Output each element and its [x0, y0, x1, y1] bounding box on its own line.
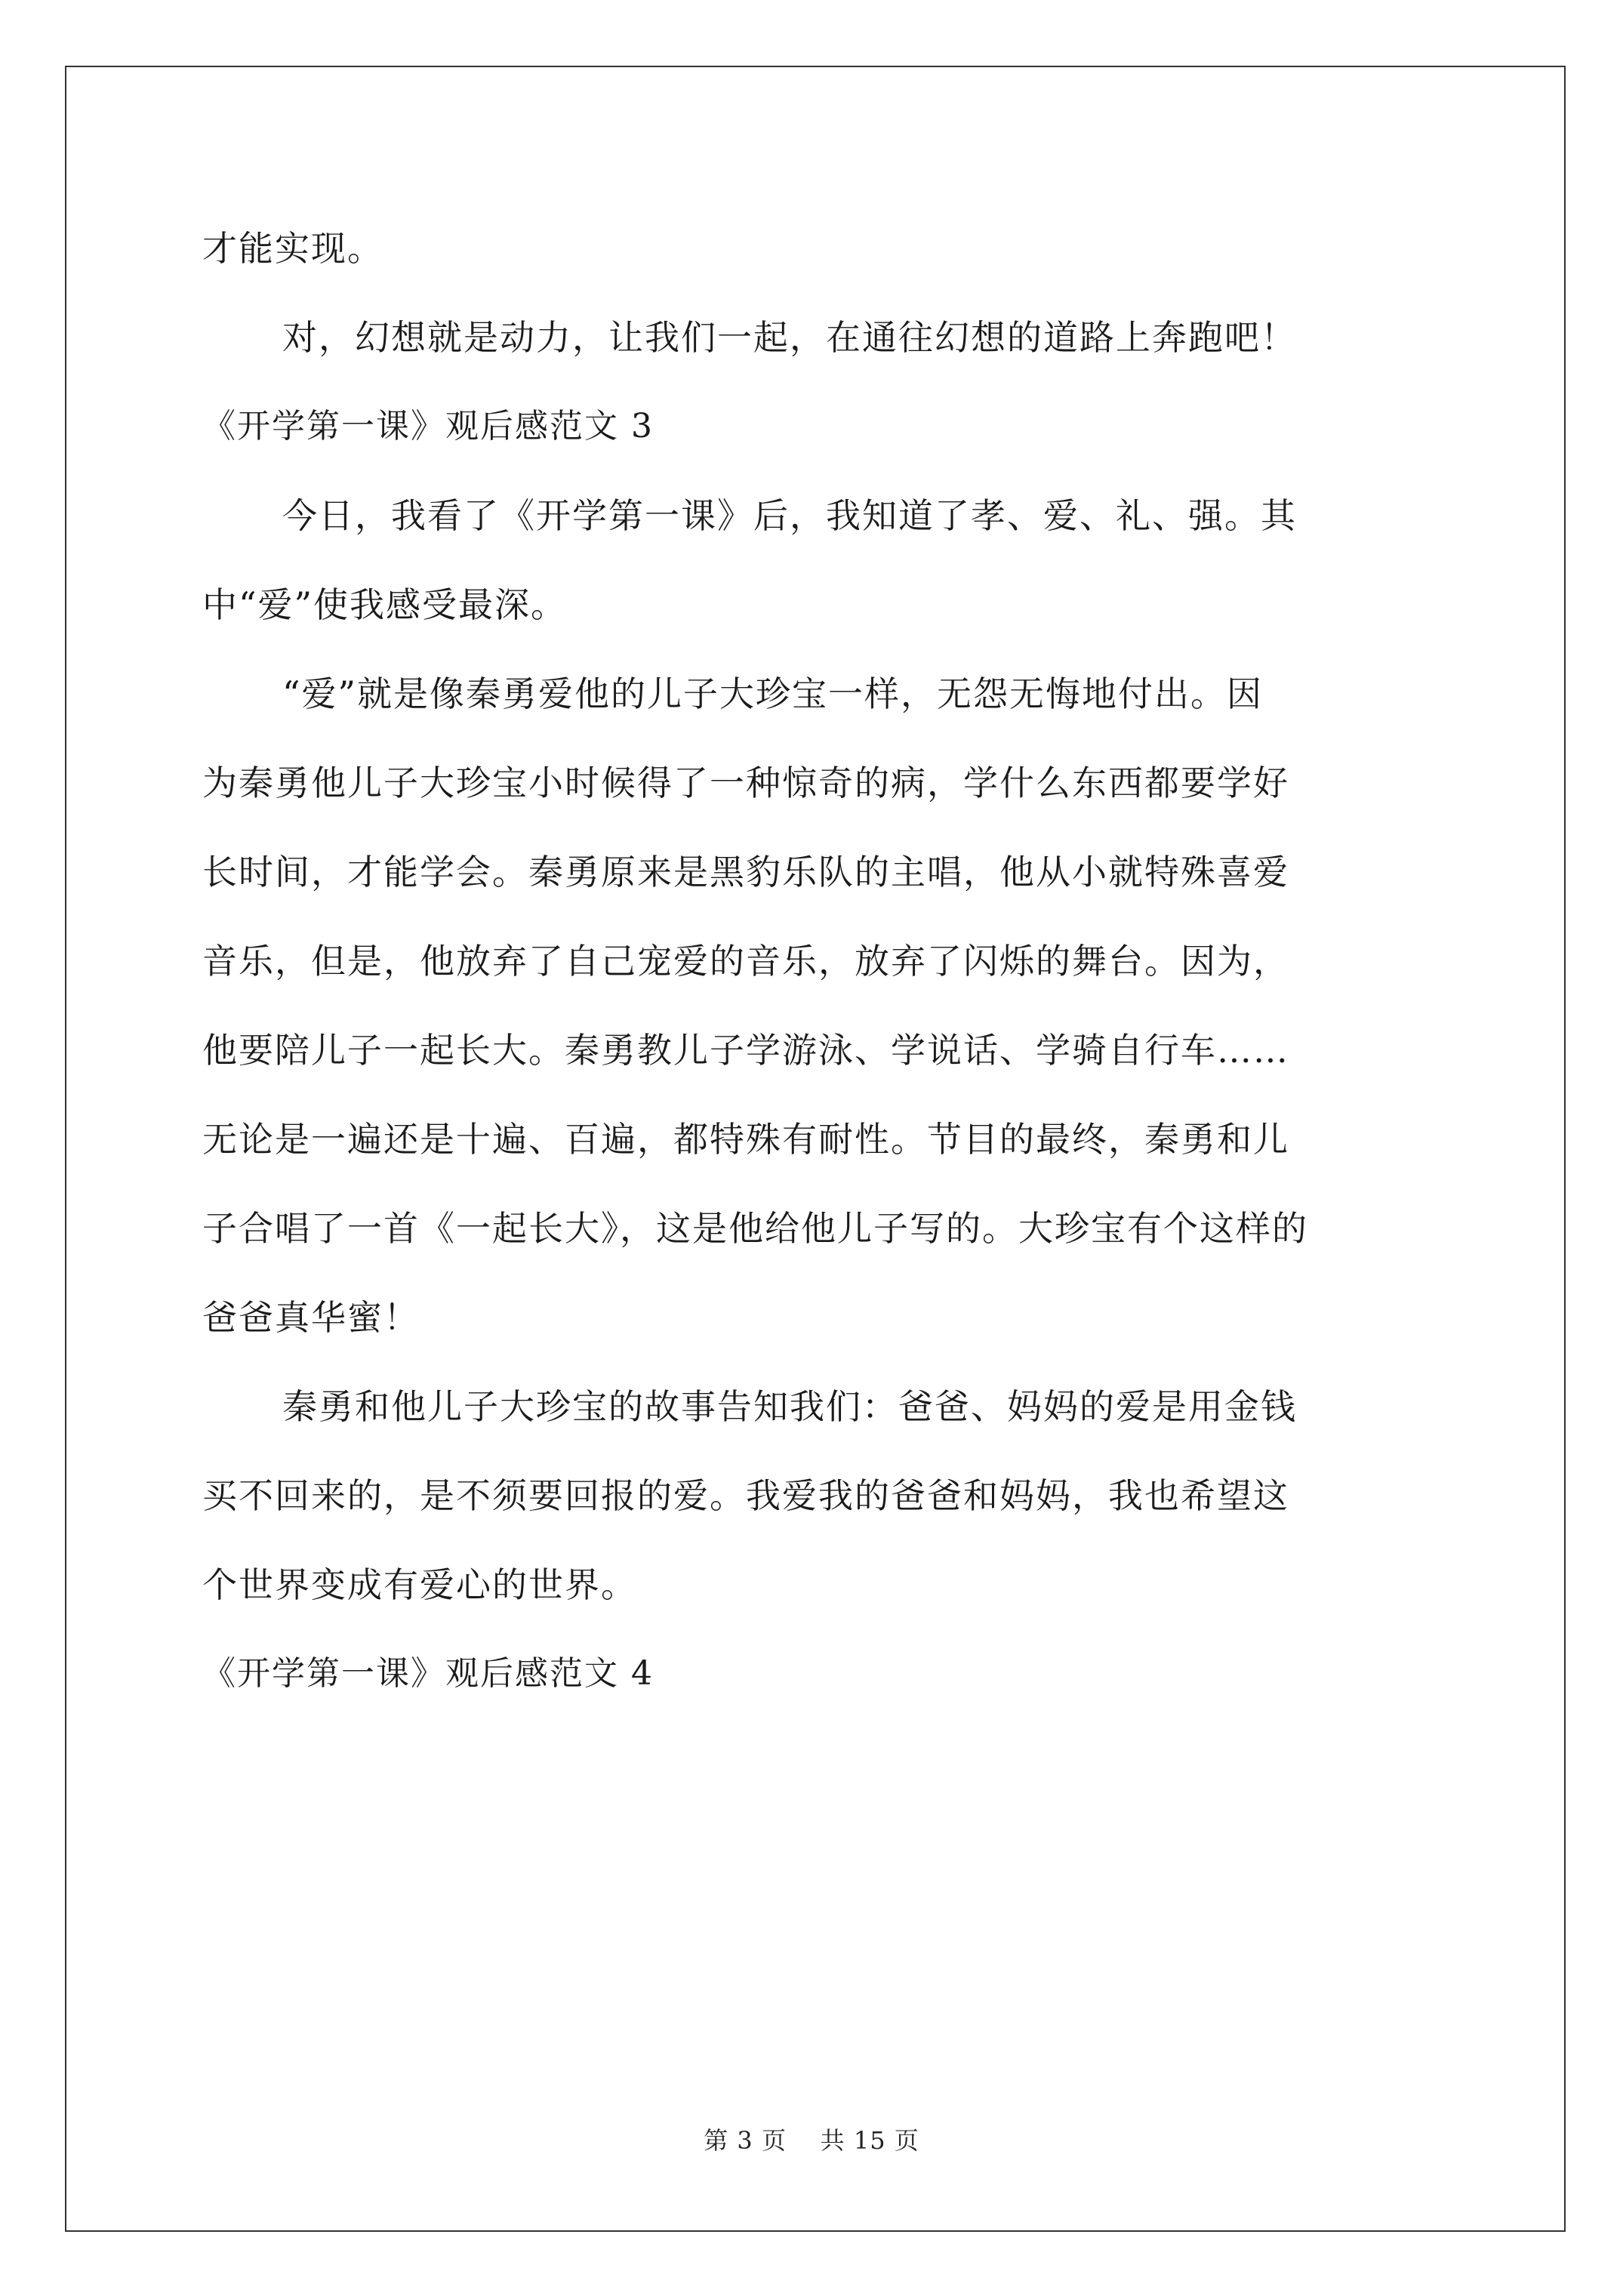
- text-line: 爸爸真华蜜！: [202, 1297, 420, 1338]
- section-heading: 《开学第一课》观后感范文 4: [202, 1654, 654, 1693]
- text-line: 子合唱了一首《一起长大》，这是他给他儿子写的。大珍宝有个这样的: [202, 1208, 1308, 1249]
- section-heading: 《开学第一课》观后感范文 3: [202, 407, 654, 445]
- text-line: 对，幻想就是动力，让我们一起，在通往幻想的道路上奔跑吧！: [282, 317, 1297, 358]
- text-line: 为秦勇他儿子大珍宝小时候得了一种惊奇的病，学什么东西都要学好: [202, 763, 1289, 803]
- text-line: 中“爱”使我感受最深。: [202, 584, 568, 625]
- page-footer: [0, 2122, 1623, 2156]
- page-number: 第 3 页: [704, 2126, 787, 2155]
- text-line: 长时间，才能学会。秦勇原来是黑豹乐队的主唱，他从小就特殊喜爱: [202, 852, 1289, 892]
- text-line: 他要陪儿子一起长大。秦勇教儿子学游泳、学说话、学骑自行车……: [202, 1030, 1289, 1071]
- text-line: 才能实现。: [202, 228, 383, 269]
- text-line: 今日，我看了《开学第一课》后，我知道了孝、爱、礼、强。其: [282, 495, 1297, 536]
- text-line: 个世界变成有爱心的世界。: [202, 1564, 637, 1605]
- text-line: 买不回来的，是不须要回报的爱。我爱我的爸爸和妈妈，我也希望这: [202, 1475, 1289, 1516]
- text-line: 无论是一遍还是十遍、百遍，都特殊有耐性。节目的最终，秦勇和儿: [202, 1119, 1289, 1160]
- text-line: 音乐，但是，他放弃了自己宠爱的音乐，放弃了闪烁的舞台。因为，: [202, 941, 1289, 982]
- text-line: 秦勇和他儿子大珍宝的故事告知我们：爸爸、妈妈的爱是用金钱: [282, 1386, 1297, 1427]
- page-total: 共 15 页: [820, 2126, 919, 2155]
- text-line: “爱”就是像秦勇爱他的儿子大珍宝一样，无怨无悔地付出。因: [282, 673, 1264, 714]
- document-body: [202, 204, 1440, 1718]
